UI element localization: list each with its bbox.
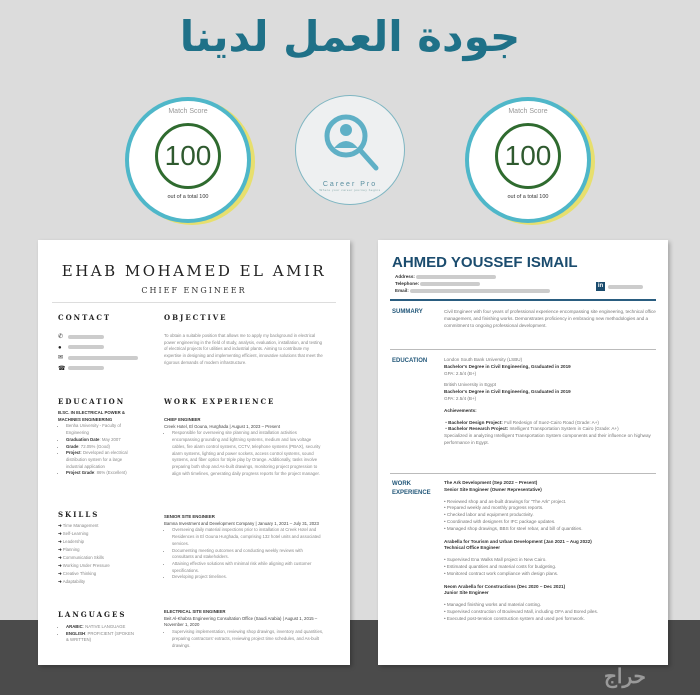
score-ring: 100 — [495, 123, 561, 189]
education-block: London South Bank University (LSBU) Bachelor's Degree in Civil Engineering, Graduated in 2019 GPA: 2.5/4 (B+) British University in Egypt Bachelor's Degree in Civil Engineering, Graduated in 2019 GPA: 2.5/4 (B+) Achievements: • Bachelor Design Project: Full Redesign of Suez-Cairo Road (Grade: A+) • Bachelor Research Project: Intelligent Transportation System in Cairo (Grade: A+) Specialized in analyzing Intelligent Transportation System components and their influence on highway performance in Egypt. — [444, 357, 651, 445]
haraj-watermark: حراج — [604, 666, 646, 688]
score-label: Match Score — [508, 108, 548, 115]
redacted — [68, 366, 104, 370]
redacted — [416, 275, 496, 279]
skills-heading: SKILLS — [58, 510, 100, 519]
resume-name: EHAB MOHAMED EL AMIR — [61, 262, 327, 280]
career-pro-logo — [295, 95, 405, 205]
contact-list — [58, 332, 138, 374]
redacted — [608, 285, 643, 289]
divider — [52, 302, 336, 303]
redacted — [410, 289, 550, 293]
divider — [390, 299, 656, 301]
skill-item: ➜ Leadership — [58, 539, 85, 544]
location-icon: ● — [58, 344, 62, 351]
phone-icon: ✆ — [58, 334, 64, 340]
skill-item: ➜ Adaptability — [58, 579, 86, 584]
resume-role: CHIEF ENGINEER — [141, 286, 247, 295]
education-heading: EDUCATION — [392, 358, 428, 364]
work-heading: WORK EXPERIENCE — [392, 481, 431, 496]
logo-tagline: Where your career journey begins — [319, 188, 381, 192]
work-heading: WORK EXPERIENCE — [164, 397, 276, 406]
skill-item: ➜ Time Management — [58, 523, 99, 528]
education-heading: EDUCATION — [58, 397, 126, 406]
resume-ehab — [38, 240, 350, 665]
education-block — [58, 410, 138, 477]
score-ring: 100 — [155, 123, 221, 189]
redacted — [68, 356, 138, 360]
contact-block: Address: Telephone: Email: — [395, 273, 550, 294]
edu-item: • Project: Developed an electrical distribution system for a large industrial application — [66, 450, 138, 470]
redacted — [420, 282, 480, 286]
match-score-card-left — [129, 101, 247, 219]
edu-item: • Project Grade: 86% (Excellent) — [66, 470, 138, 477]
job: CHIEF ENGINEER Creek Hotel, El Gouna, Hurghada | August 1, 2023 – Present • Responsible for overseeing site planning and installation activities encompassing grounding and lightning systems, medium and low voltage cables, fire alarm control systems, CCTV, telephone systems (PBAX), security alarm systems, lighting and power sockets, access control systems, sound systems, and fiber optics for triple play by Orange. Additionally, tasks involve preparing both shop and As-built drawings, monitoring project progression to align with timelines, generating daily progress reports for the project manager. — [164, 417, 324, 477]
degree: B.SC. IN ELECTRICAL POWER & MACHINES ENGINEERING — [58, 410, 126, 422]
language-item: • ARABIC: NATIVE LANGUAGE — [66, 624, 138, 631]
skill-item: ➜ Communication Skills — [58, 555, 104, 560]
magnifier-person-icon — [320, 110, 380, 172]
work-block: The Ark Development (Sep 2022 – Present) Senior Site Engineer (Owner Representative) • Reviewed shop and as-built drawings for "The Ark" project. • Prepared weekly and monthly progress reports. • Checked labor and equipment productivity. • Coordinated with designers for IFC package updates. • Managed shop drawings, BBS for steel rebar, and bill of quantities. Arabella for Tourism and Urban Development (Jan 2021 – Aug 2022) Technical Office Engineer • Supervised Ena Walks Mall project in New Cairo. • Estimated quantities and material costs for budgeting. • Monitored contract work compliance with design plans. Neom Arabella for Constructions (Dec 2020 – Dec 2021) Junior Site Engineer • Managed finishing works and material costing. • Supervised construction of Boulevard Mall, including OFA and Bored piles. • Executed post-tension construction system and used peri formwork. — [444, 480, 599, 621]
telephone-icon: ☎ — [58, 365, 66, 372]
redacted — [68, 345, 104, 349]
skill-item: ➜ Self-Learning — [58, 531, 89, 536]
summary-text: Civil Engineer with four years of professional experience encompassing site engineering, technical office management, and finishing works. Demonstrates proficiency in embracing new methodologies and a commitment to ongoing professional development. — [444, 309, 656, 328]
languages-heading: LANGUAGES — [58, 610, 127, 619]
job: SENIOR SITE ENGINEER Bamna Investment and Development Company | January 1, 2021 – July 31, 2023 • Overseeing daily material inspections prior to installation at Creek Hotel and Residences in El Gouna Hurghada, comprising 132 hotel units and associated services. • Documenting meeting outcomes and conducting weekly reviews with consultants and stakeholders. • Attaining effective solutions with minimal risk while aligning with customer specifications. • Developing project timelines. — [164, 514, 324, 581]
summary-heading: SUMMARY — [392, 309, 423, 315]
language-item: • ENGLISH: PROFICIENT (SPOKEN & WRITTEN) — [66, 631, 138, 644]
resume-ahmed — [378, 240, 668, 665]
edu-item: • Benha University - Faculty of Engineering — [66, 423, 138, 436]
divider — [390, 349, 656, 350]
objective-heading: OBJECTIVE — [164, 313, 228, 322]
linkedin-icon: in — [597, 283, 604, 289]
edu-item: • Grade: 72.05% (Good) — [66, 444, 138, 451]
score-label: Match Score — [168, 108, 208, 115]
skill-item: ➜ Working Under Pressure — [58, 563, 110, 568]
skill-item: ➜ Creative Thinking — [58, 571, 97, 576]
objective-text: To obtain a suitable position that allows me to apply my background in electrical power engineering in the field of study, analysis, evaluation, installation, and testing of electrical projects for utilities and industrial plants. Aiming to contribute my expertise in designing and implementing efficient, innovative solutions that meet the rigorous demands of modern infrastructure. — [164, 333, 323, 365]
contact-heading: CONTACT — [58, 313, 112, 322]
resume-name: AHMED YOUSSEF ISMAIL — [392, 254, 578, 271]
match-score-card-right — [469, 101, 587, 219]
logo-name: Career Pro — [322, 181, 378, 188]
page-title: جودة العمل لدينا — [179, 12, 521, 61]
score-total: out of a total 100 — [167, 194, 209, 200]
divider — [390, 473, 656, 474]
edu-item: • Graduation Date: May 2007 — [66, 437, 138, 444]
job: ELECTRICAL SITE ENGINEER Beit Al-Khabra Engineering Consultation Office (Saudi Arabia) | August 1, 2015 – November 1, 2020 • Supervising implementation, reviewing shop drawings, inventory and quantities, preparing contractors' extracts, reviewing project time schedules, and As-built drawings. — [164, 609, 324, 649]
score-total: out of a total 100 — [507, 194, 549, 200]
languages-list — [58, 624, 138, 644]
redacted — [68, 335, 104, 339]
skill-item: ➜ Planning — [58, 547, 80, 552]
skills-list — [58, 522, 110, 586]
email-icon: ✉ — [58, 355, 64, 361]
